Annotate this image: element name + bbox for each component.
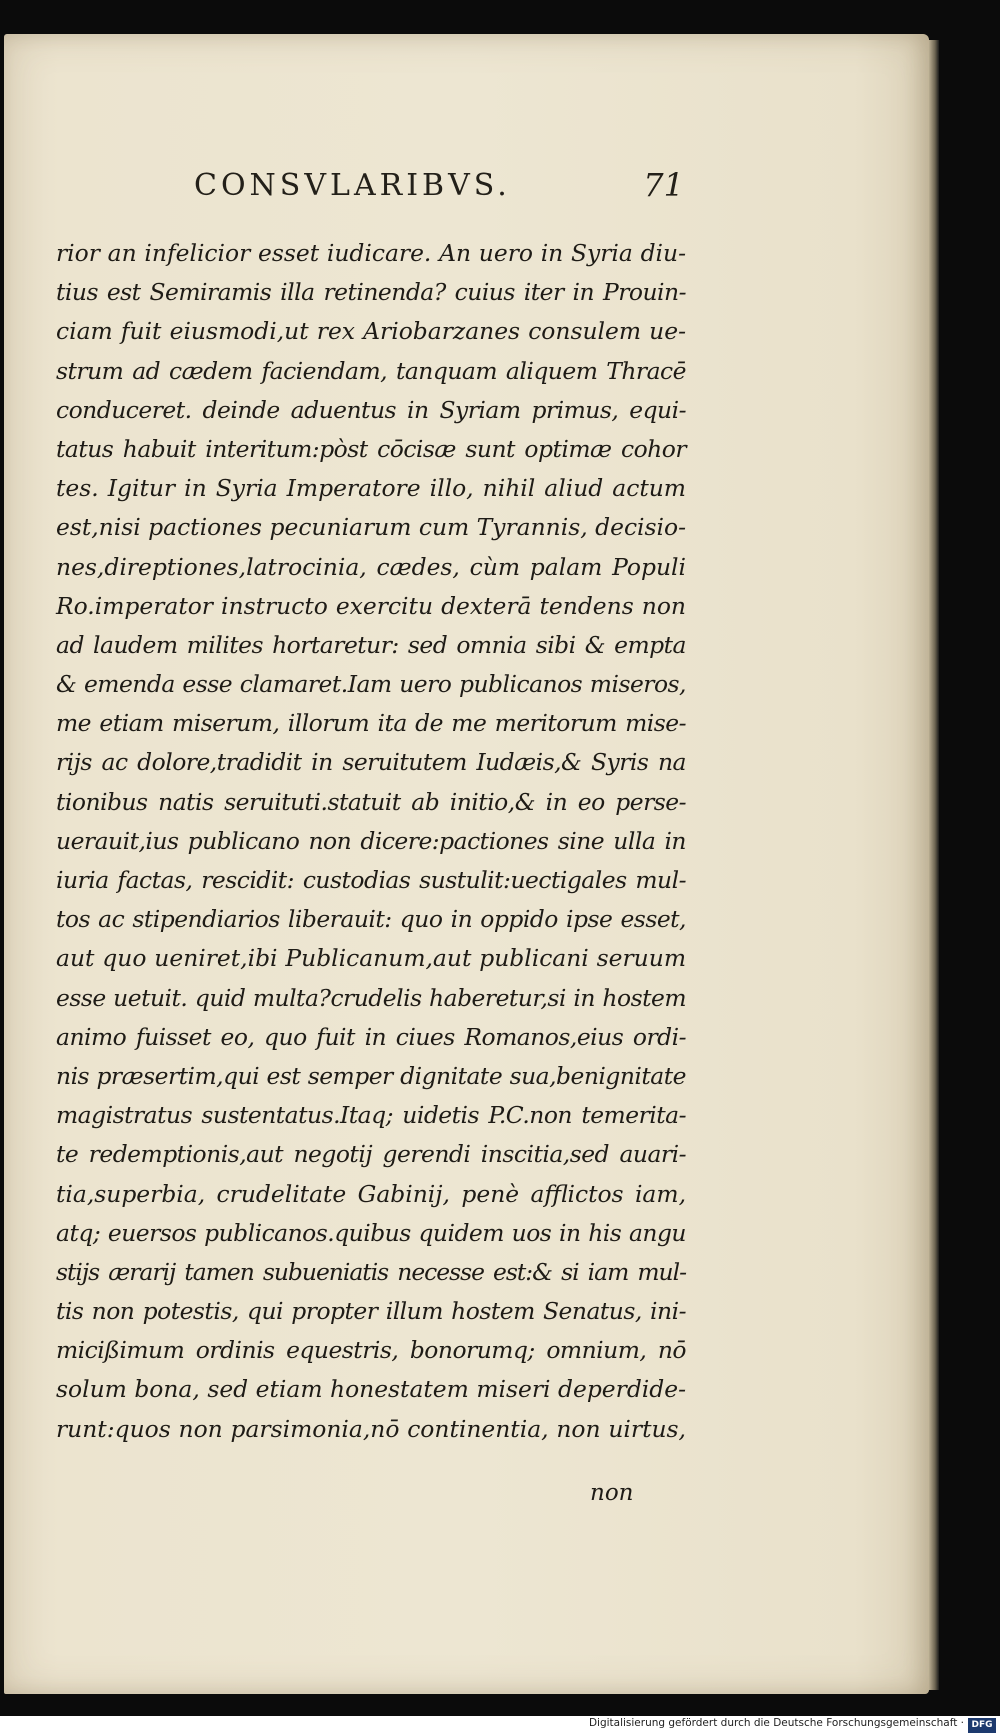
text-line: rior an infelicior esset iudicare. An uero in Syria diu- [56, 239, 686, 267]
text-line: tionibus natis seruituti.statuit ab initio,& in eo perse- [56, 787, 686, 816]
text-line: atq; euersos publicanos.quibus quidem uos in his angu [56, 1218, 686, 1247]
text-line: tia,superbia, crudelitate Gabinij, penè afflictos iam, [56, 1179, 686, 1208]
text-line: iuria factas, rescidit: custodias sustulit:uectigales mul- [56, 866, 686, 894]
text-line: micißimum ordinis equestris, bonorumq; omnium, nō [56, 1336, 686, 1365]
text-line: tes. Igitur in Syria Imperatore illo, nihil aliud actum [56, 474, 686, 503]
text-line: tos ac stipendiarios liberauit: quo in oppido ipse esset, [56, 905, 686, 934]
page-number: 71 [643, 166, 684, 204]
text-line: tis non potestis, qui propter illum hostem Senatus, ini- [56, 1297, 686, 1326]
text-line: nis præsertim,qui est semper dignitate sua,benignitate [56, 1061, 686, 1090]
text-line: tius est Semiramis illa retinenda? cuius iter in Prouin- [56, 278, 686, 307]
text-line: uerauit,ius publicano non dicere:pactiones sine ulla in [56, 826, 686, 855]
page-edge-shadow [929, 40, 939, 1690]
text-line: ad laudem milites hortaretur: sed omnia sibi & empta [56, 630, 686, 659]
text-line: me etiam miserum, illorum ita de me meritorum mise- [56, 709, 686, 738]
text-line: est,nisi pactiones pecuniarum cum Tyrannis, decisio- [56, 513, 686, 542]
text-line: Ro.imperator instructo exercitu dexterā tendens non [56, 591, 686, 620]
text-line: ciam fuit eiusmodi,ut rex Ariobarzanes consulem ue- [56, 317, 686, 346]
text-line: conduceret. deinde aduentus in Syriam primus, equi- [56, 395, 686, 424]
page-header [194, 162, 684, 210]
text-line: strum ad cædem faciendam, tanquam aliquem Thracē [56, 356, 686, 385]
body-text [56, 234, 686, 1449]
text-line: rijs ac dolore,tradidit in seruitutem Iudæis,& Syris na [56, 748, 686, 777]
text-line: magistratus sustentatus.Itaq; uidetis P.C.non temerita- [56, 1101, 686, 1130]
catchword: non [590, 1480, 634, 1506]
text-line: solum bona, sed etiam honestatem miseri deperdide- [56, 1375, 686, 1404]
text-line: & emenda esse clamaret.Iam uero publicanos miseros, [56, 670, 686, 699]
text-line: aut quo ueniret,ibi Publicanum,aut publicani seruum [56, 944, 686, 973]
funding-credit: Digitalisierung gefördert durch die Deutsche Forschungsgemeinschaft · [588, 1717, 964, 1729]
text-line: runt:quos non parsimonia,nō continentia, non uirtus, [56, 1414, 686, 1443]
dfg-logo-icon: DFG [968, 1718, 996, 1733]
running-title: CONSVLARIBVS. [194, 168, 511, 203]
text-line: nes,direptiones,latrocinia, cædes, cùm palam Populi [56, 552, 686, 581]
text-line: te redemptionis,aut negotij gerendi inscitia,sed auari- [56, 1140, 686, 1169]
book-page [4, 34, 929, 1694]
text-line: animo fuisset eo, quo fuit in ciues Romanos,eius ordi- [56, 1022, 686, 1051]
footer-bar [0, 1716, 1000, 1736]
text-line: stijs ærarij tamen subueniatis necesse est:& si iam mul- [56, 1257, 686, 1286]
text-line: tatus habuit interitum:pòst cōcisæ sunt optimæ cohor [56, 434, 686, 463]
text-line: esse uetuit. quid multa?crudelis haberetur,si in hostem [56, 983, 686, 1012]
